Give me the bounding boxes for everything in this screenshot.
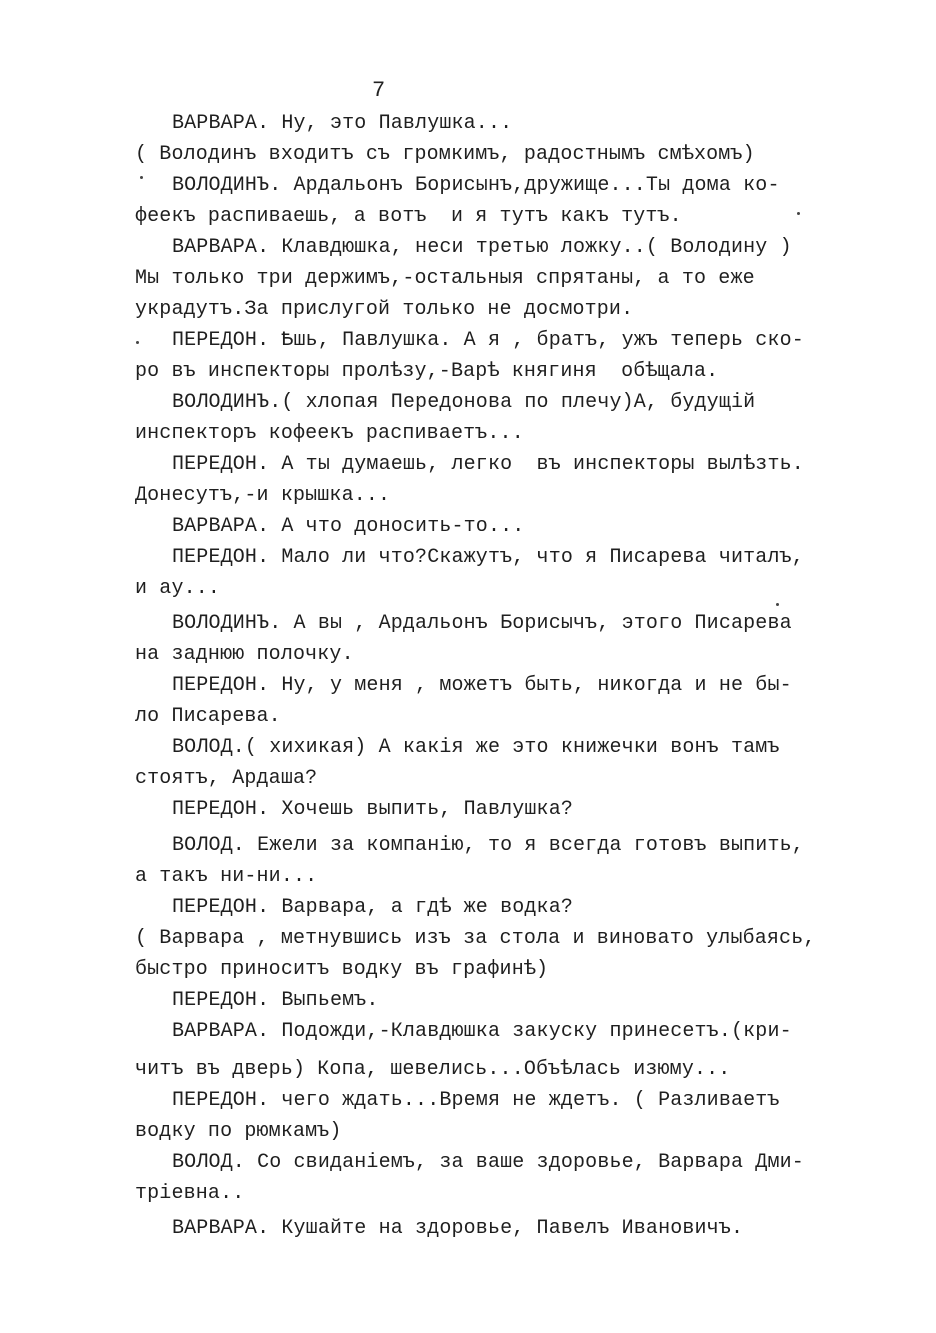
text-line: а такъ ни-ни... (135, 865, 318, 888)
text-line: ПЕРЕДОН. Варвара, а гдѣ же водка? (172, 896, 574, 919)
text-line: водку по рюмкамъ) (135, 1120, 342, 1143)
text-line: на заднюю полочку. (135, 643, 354, 666)
text-line: инспекторъ кофеекъ распиваетъ... (135, 422, 524, 445)
text-line: ро въ инспекторы пролѣзу,-Варѣ княгиня обѣщала. (135, 360, 719, 383)
text-line: ВАРВАРА. Подожди,-Клавдюшка закуску принесетъ.(кри- (172, 1020, 792, 1043)
page-number: 7 (372, 78, 386, 103)
text-line: ВОЛОДИНЪ. А вы , Ардальонъ Борисычъ, этого Писарева (172, 612, 792, 635)
scan-speck (776, 603, 779, 606)
text-line: ПЕРЕДОН. Ѣшь, Павлушка. А я , братъ, ужъ теперь ско- (172, 329, 804, 352)
text-line: ПЕРЕДОН. А ты думаешь, легко въ инспекторы вылѣзть. (172, 453, 804, 476)
text-line: ПЕРЕДОН. Хочешь выпить, Павлушка? (172, 798, 574, 821)
text-line: феекъ распиваешь, а вотъ и я тутъ какъ тутъ. (135, 205, 682, 228)
text-line: ( Варвара , метнувшись изъ за стола и виновато улыбаясь, (135, 927, 816, 950)
text-line: ВАРВАРА. Ну, это Павлушка... (172, 112, 513, 135)
text-line: Донесутъ,-и крышка... (135, 484, 391, 507)
text-line: ло Писарева. (135, 705, 281, 728)
scan-speck (136, 341, 139, 344)
text-line: ВОЛОД. Со свиданіемъ, за ваше здоровье, Варвара Дми- (172, 1151, 804, 1174)
text-line: стоятъ, Ардаша? (135, 767, 318, 790)
text-line: ( Володинъ входитъ съ громкимъ, радостнымъ смѣхомъ) (135, 143, 755, 166)
text-line: ВОЛОДИНЪ.( хлопая Передонова по плечу)А, будущій (172, 391, 756, 414)
text-line: ВАРВАРА. Кушайте на здоровье, Павелъ Ивановичъ. (172, 1217, 744, 1240)
text-line: украдутъ.За прислугой только не досмотри. (135, 298, 634, 321)
text-line: читъ въ дверь) Копа, шевелись...Объѣлась изюму... (135, 1058, 731, 1081)
scan-speck (140, 176, 143, 179)
text-line: ВОЛОДИНЪ. Ардальонъ Борисынъ,дружище...Ты дома ко- (172, 174, 780, 197)
text-line: ПЕРЕДОН. Мало ли что?Скажутъ, что я Писарева читалъ, (172, 546, 804, 569)
text-line: ПЕРЕДОН. Выпьемъ. (172, 989, 379, 1012)
text-line: ВОЛОД. Ежели за компанію, то я всегда готовъ выпить, (172, 834, 804, 857)
text-line: Мы только три держимъ,-остальныя спрятаны, а то еже (135, 267, 755, 290)
text-line: и ау... (135, 577, 221, 600)
text-line: ВОЛОД.( хихикая) А какія же это книжечки вонъ тамъ (172, 736, 780, 759)
text-line: ВАРВАРА. Клавдюшка, неси третью ложку..( Володину ) (172, 236, 792, 259)
text-line: ПЕРЕДОН. Ну, у меня , можетъ быть, никогда и не бы- (172, 674, 792, 697)
text-line: ВАРВАРА. А что доносить-то... (172, 515, 525, 538)
scan-speck (797, 212, 800, 215)
text-line: тріевна.. (135, 1182, 245, 1205)
text-line: ПЕРЕДОН. чего ждать...Время не ждетъ. ( Разливаетъ (172, 1089, 780, 1112)
text-line: быстро приноситъ водку въ графинѣ) (135, 958, 549, 981)
